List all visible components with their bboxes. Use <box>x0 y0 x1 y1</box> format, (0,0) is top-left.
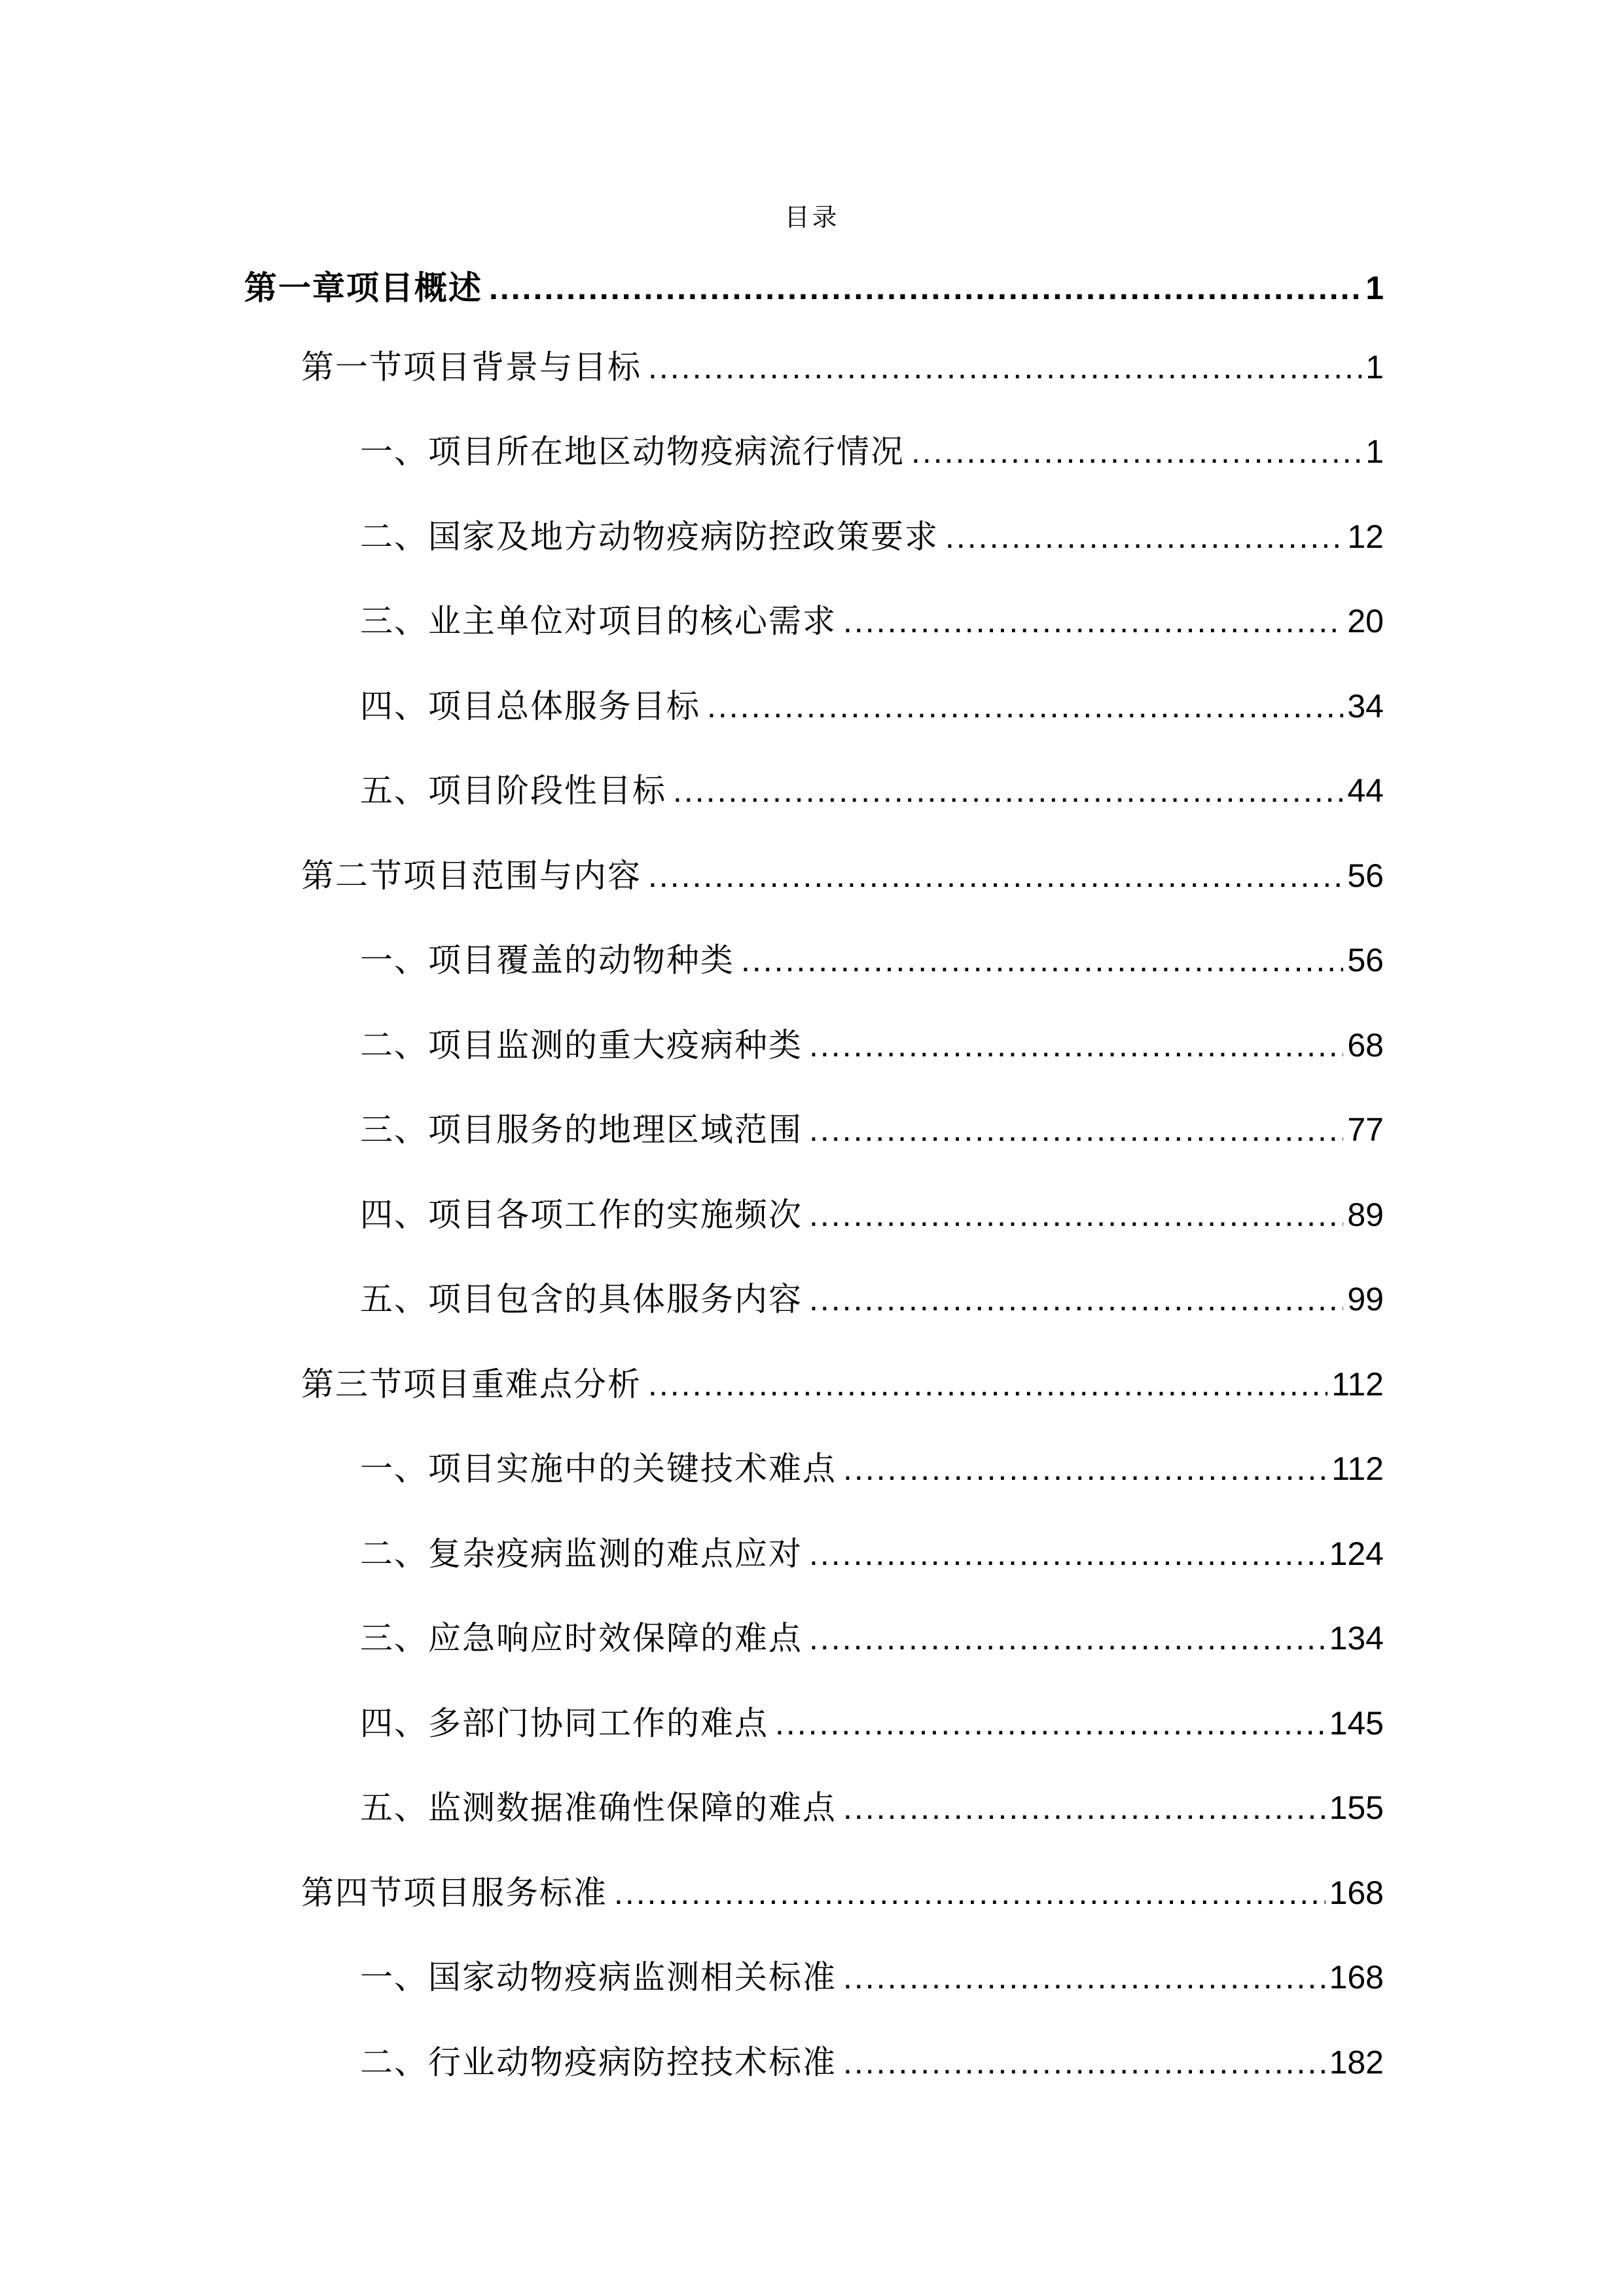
toc-leader-dots <box>648 341 1362 393</box>
toc-entry-page: 34 <box>1347 688 1384 725</box>
toc-entry-label: 第三节项目重难点分析 <box>301 1365 641 1403</box>
toc-entry-label: 二、国家及地方动物疫病防控政策要求 <box>360 518 939 556</box>
toc-entry-subsection[interactable] <box>360 2036 1384 2089</box>
toc-entry-page: 89 <box>1347 1196 1384 1233</box>
toc-entry-label: 四、项目各项工作的实施频次 <box>360 1196 803 1234</box>
toc-leader-dots <box>843 1443 1327 1495</box>
toc-leader-dots <box>843 1951 1326 2003</box>
toc-entry-subsection[interactable] <box>360 934 1384 986</box>
toc-entry-label: 四、项目总体服务目标 <box>360 687 700 725</box>
toc-entry-subsection[interactable] <box>360 595 1384 647</box>
toc-leader-dots <box>809 1189 1343 1241</box>
toc-leader-dots <box>707 680 1343 732</box>
toc-entry-page: 182 <box>1329 2044 1384 2081</box>
toc-entry-subsection[interactable] <box>360 680 1384 732</box>
toc-leader-dots <box>741 934 1343 986</box>
toc-leader-dots <box>809 1103 1343 1156</box>
toc-entry-page: 155 <box>1329 1789 1384 1826</box>
toc-entry-label: 一、项目覆盖的动物种类 <box>360 941 734 979</box>
toc-leader-dots <box>809 1612 1326 1664</box>
toc-entry-label: 五、项目包含的具体服务内容 <box>360 1280 803 1318</box>
toc-entry-label: 三、项目服务的地理区域范围 <box>360 1111 803 1149</box>
toc-entry-label: 二、行业动物疫病防控技术标准 <box>360 2043 837 2081</box>
toc-entry-subsection[interactable] <box>360 1189 1384 1241</box>
toc-entry-page: 68 <box>1347 1027 1384 1064</box>
toc-entry-page: 44 <box>1347 772 1384 809</box>
toc-leader-dots <box>809 1528 1326 1580</box>
toc-entry-chapter-1[interactable] <box>244 262 1384 314</box>
toc-leader-dots <box>648 1358 1327 1410</box>
toc-entry-label: 一、国家动物疫病监测相关标准 <box>360 1958 837 1996</box>
toc-entry-subsection[interactable] <box>360 1103 1384 1156</box>
toc-entry-label: 第一节项目背景与目标 <box>301 348 641 386</box>
toc-entry-subsection[interactable] <box>360 1782 1384 1834</box>
toc-entry-page: 1 <box>1365 270 1384 306</box>
toc-entry-subsection[interactable] <box>360 1528 1384 1580</box>
toc-entry-label: 一、项目所在地区动物疫病流行情况 <box>360 433 905 471</box>
toc-entry-subsection[interactable] <box>360 1273 1384 1325</box>
toc-leader-dots <box>648 850 1343 902</box>
toc-entry-page: 77 <box>1347 1111 1384 1148</box>
toc-entry-section-1[interactable] <box>301 341 1384 393</box>
toc-leader-dots <box>809 1273 1343 1325</box>
toc-entry-page: 112 <box>1331 1366 1384 1403</box>
toc-entry-page: 1 <box>1365 349 1384 386</box>
toc-entry-label: 二、项目监测的重大疫病种类 <box>360 1026 803 1064</box>
toc-leader-dots <box>489 262 1362 314</box>
toc-entry-label: 三、应急响应时效保障的难点 <box>360 1619 803 1657</box>
toc-entry-subsection[interactable] <box>360 1697 1384 1749</box>
toc-entry-section-4[interactable] <box>301 1867 1384 1919</box>
toc-entry-page: 134 <box>1329 1620 1384 1657</box>
toc-entry-label: 五、项目阶段性目标 <box>360 772 666 810</box>
toc-entry-page: 56 <box>1347 857 1384 894</box>
toc-entry-label: 第二节项目范围与内容 <box>301 857 641 895</box>
toc-entry-label: 二、复杂疫病监测的难点应对 <box>360 1535 803 1573</box>
toc-entry-subsection[interactable] <box>360 1951 1384 2003</box>
toc-entry-page: 145 <box>1329 1705 1384 1742</box>
toc-leader-dots <box>614 1867 1326 1919</box>
toc-leader-dots <box>911 425 1362 478</box>
toc-leader-dots <box>809 1019 1343 1071</box>
toc-entry-subsection[interactable] <box>360 1019 1384 1071</box>
toc-entry-page: 99 <box>1347 1281 1384 1318</box>
toc-entry-section-3[interactable] <box>301 1358 1384 1410</box>
toc-leader-dots <box>673 764 1343 817</box>
toc-entry-page: 168 <box>1329 1959 1384 1996</box>
toc-entry-subsection[interactable] <box>360 425 1384 478</box>
toc-entry-label: 一、项目实施中的关键技术难点 <box>360 1450 837 1488</box>
toc-leader-dots <box>945 511 1343 563</box>
toc-entry-label: 第一章项目概述 <box>244 268 482 307</box>
toc-entry-page: 1 <box>1365 433 1384 470</box>
toc-entry-label: 五、监测数据准确性保障的难点 <box>360 1789 837 1827</box>
toc-entry-page: 168 <box>1329 1874 1384 1911</box>
toc-entry-page: 56 <box>1347 942 1384 978</box>
toc-entry-subsection[interactable] <box>360 511 1384 563</box>
toc-entry-page: 112 <box>1331 1450 1384 1487</box>
toc-leader-dots <box>843 595 1343 647</box>
toc-entry-label: 第四节项目服务标准 <box>301 1874 607 1912</box>
toc-leader-dots <box>843 1782 1326 1834</box>
toc-entry-page: 20 <box>1347 603 1384 639</box>
toc-entry-label: 四、多部门协同工作的难点 <box>360 1704 768 1742</box>
toc-entry-subsection[interactable] <box>360 1612 1384 1664</box>
toc-entry-label: 三、业主单位对项目的核心需求 <box>360 602 837 640</box>
toc-entry-page: 124 <box>1329 1535 1384 1572</box>
toc-leader-dots <box>775 1697 1326 1749</box>
toc-entry-subsection[interactable] <box>360 764 1384 817</box>
toc-entry-subsection[interactable] <box>360 1443 1384 1495</box>
toc-entry-page: 12 <box>1347 518 1384 555</box>
toc-title: 目录 <box>784 203 840 232</box>
toc-entry-section-2[interactable] <box>301 850 1384 902</box>
toc-leader-dots <box>843 2036 1326 2089</box>
